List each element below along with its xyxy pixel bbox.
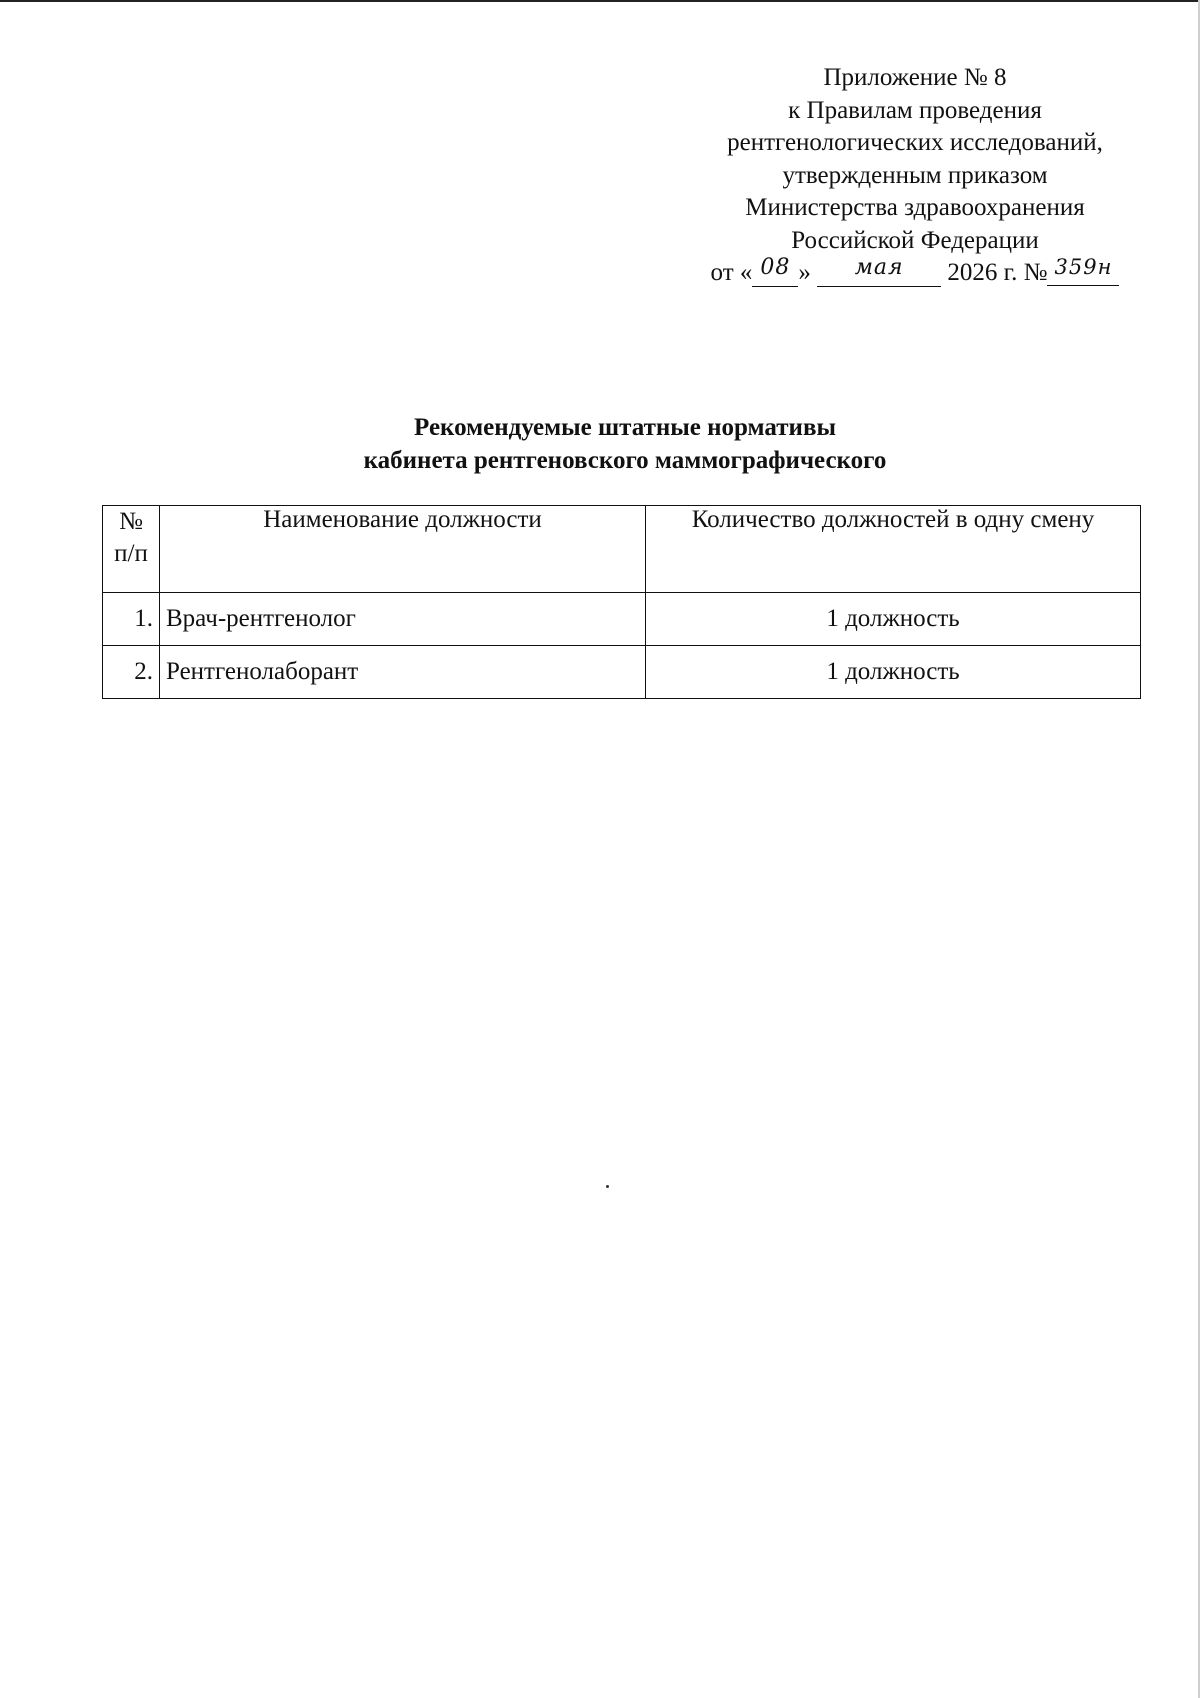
day-suffix: »	[798, 259, 811, 286]
handwritten-month-text: мая	[854, 255, 904, 280]
row-number: 1.	[103, 593, 160, 646]
handwritten-order-number	[1047, 255, 1119, 286]
header-positions-per-shift: Количество должностей в одну смену	[646, 506, 1141, 593]
row-position-count: 1 должность	[646, 593, 1141, 646]
scan-speck	[606, 1185, 609, 1188]
scan-edge-top	[0, 0, 1200, 2]
table-row	[103, 593, 1141, 646]
annex-line-5: Министерства здравоохранения	[745, 194, 1085, 221]
annex-line-3: рентгенологических исследований,	[727, 129, 1103, 156]
row-position-name: Рентгенолаборант	[160, 646, 646, 699]
header-position-name: Наименование должности	[160, 506, 646, 593]
row-position-count: 1 должность	[646, 646, 1141, 699]
table-header-row	[103, 506, 1141, 593]
header-number: № п/п	[103, 506, 160, 593]
staffing-table	[102, 505, 1141, 699]
annex-line-6: Российской Федерации	[791, 226, 1039, 254]
handwritten-order-number-text: 359н	[1054, 255, 1113, 279]
handwritten-day-text: 08	[760, 255, 791, 280]
row-position-name: Врач-рентгенолог	[160, 593, 646, 646]
table-row	[103, 646, 1141, 699]
order-date-line	[690, 257, 1140, 290]
title-line-2: кабинета рентгеновского маммографического	[363, 447, 887, 474]
handwritten-day	[752, 255, 798, 287]
year-and-number-label: 2026 г. №	[947, 259, 1048, 286]
row-number: 2.	[103, 646, 160, 699]
date-prefix: от «	[710, 259, 753, 286]
annex-header	[690, 62, 1140, 290]
title-line-1: Рекомендуемые штатные нормативы	[414, 414, 836, 441]
annex-line-1: Приложение № 8	[823, 64, 1007, 91]
annex-line-4: утвержденным приказом	[782, 161, 1048, 189]
document-title	[0, 411, 1200, 477]
handwritten-month	[817, 255, 941, 287]
annex-line-2: к Правилам проведения	[788, 96, 1042, 124]
